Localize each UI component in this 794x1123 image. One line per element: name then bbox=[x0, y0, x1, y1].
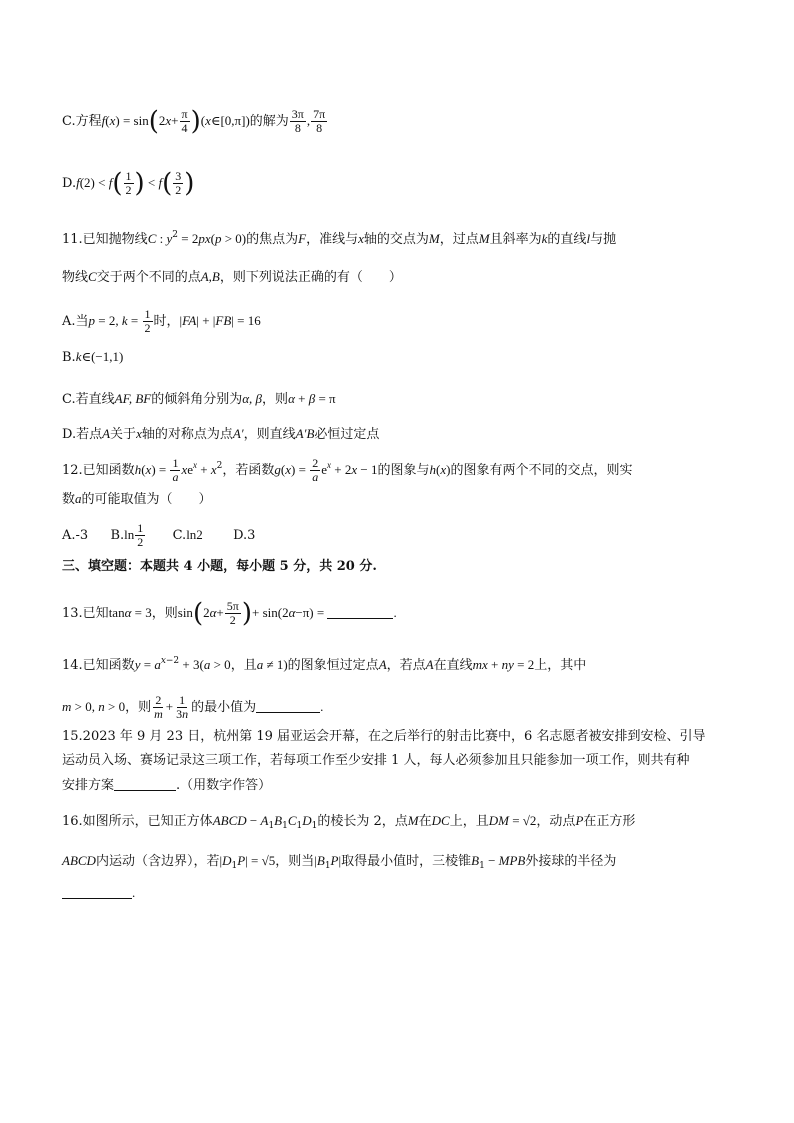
q13: 13.已知tanα = 3，则sin(2α+ $\frac{5\pi}{2}$ )+ sin(2α−π) = . bbox=[62, 598, 397, 629]
q12-options: A.-3 B.ln $\frac{1}{2}$ C.ln2 D.3 bbox=[62, 521, 256, 549]
q14-line2: m > 0, n > 0，则 $\frac{2}{m}$ + $\frac{1}{3n}$ 的最小值为 . bbox=[62, 693, 324, 721]
q16-line3: . bbox=[62, 884, 754, 903]
q16-line1: 16.如图所示，已知正方体ABCD − $A_1B_1C_1D_1$的棱长为 2，点M在DC上，且DM = √2，动点P在正方形 bbox=[62, 813, 636, 831]
q10-option-c: C.方程f(x) = sin(2x+ $\frac{\pi}{4}$ )(x∈[0,π])的解为 $\frac{3\pi}{8}$ , $\frac{7\pi}{8}$ bbox=[62, 106, 326, 137]
section-3-title: 三、填空题：本题共 4 小题，每小题 5 分，共 20 分. bbox=[62, 559, 377, 574]
q12-option-b: B. bbox=[110, 528, 125, 543]
q14-line1: 14.已知函数$y = a^{x-2} + 3(a > 0$，且a ≠ 1)的图象恒过定点A，若点A在直线mx + ny = 2上，其中 bbox=[62, 656, 587, 673]
q12-option-d: D.3 bbox=[233, 528, 256, 543]
q15-line2: 运动员入场、赛场记录这三项工作，若每项工作至少安排 1 人，每人必须参加且只能参加一项工作，则共有种 bbox=[62, 753, 690, 768]
q13-answer-blank[interactable] bbox=[327, 604, 393, 619]
q10-option-d: D.f(2) < f( $\frac{1}{2}$ ) < f( $\frac{3}{2}$ ) bbox=[62, 168, 195, 199]
q15-line3: 安排方案 .（用数字作答） bbox=[62, 778, 272, 793]
q11-option-a: A.当p = 2, k = $\frac{1}{2}$ 时，|FA| + |FB| = 16 bbox=[62, 307, 261, 335]
q15-answer-blank[interactable] bbox=[114, 776, 176, 791]
q11-line2: 物线C交于两个不同的点A,B，则下列说法正确的有（ ） bbox=[62, 269, 402, 285]
q11-option-b: B.k∈(−1,1) bbox=[62, 349, 124, 365]
q12-option-c: C. bbox=[172, 528, 187, 543]
q12-line1: 12.已知函数h(x) = $\frac{1}{a}$ $xe^x + x^2$，若函数g(x) = $\frac{2}{a}$ $e^x + 2x - 1$的图象与h(x)的图象有两个不同的交点，则实 bbox=[62, 456, 633, 484]
q15-line1: 15.2023 年 9 月 23 日，杭州第 19 届亚运会开幕，在之后举行的射击比赛中，6 名志愿者被安排到安检、引导 bbox=[62, 729, 706, 744]
q12-option-a: A.-3 bbox=[62, 528, 89, 543]
q14-answer-blank[interactable] bbox=[256, 698, 320, 713]
q12-line2: 数a的可能取值为（ ） bbox=[62, 491, 212, 507]
q16-answer-blank[interactable] bbox=[62, 884, 132, 899]
q11-line1: 11.已知抛物线C : $y^2 = 2px(p > 0)$的焦点为F，准线与x轴的交点为M，过点M且斜率为k的直线l与抛 bbox=[62, 230, 617, 247]
q11-option-d: D.若点A关于x轴的对称点为点A′，则直线A′B必恒过定点 bbox=[62, 426, 380, 442]
q11-option-c: C.若直线AF, BF的倾斜角分别为α, β，则α + β = π bbox=[62, 391, 336, 407]
q16-line2: ABCD内运动（含边界），若$|D_1P| = √5$，则当$|B_1P|$取得最小值时，三棱锥$B_1$ − MPB外接球的半径为 bbox=[62, 853, 617, 871]
